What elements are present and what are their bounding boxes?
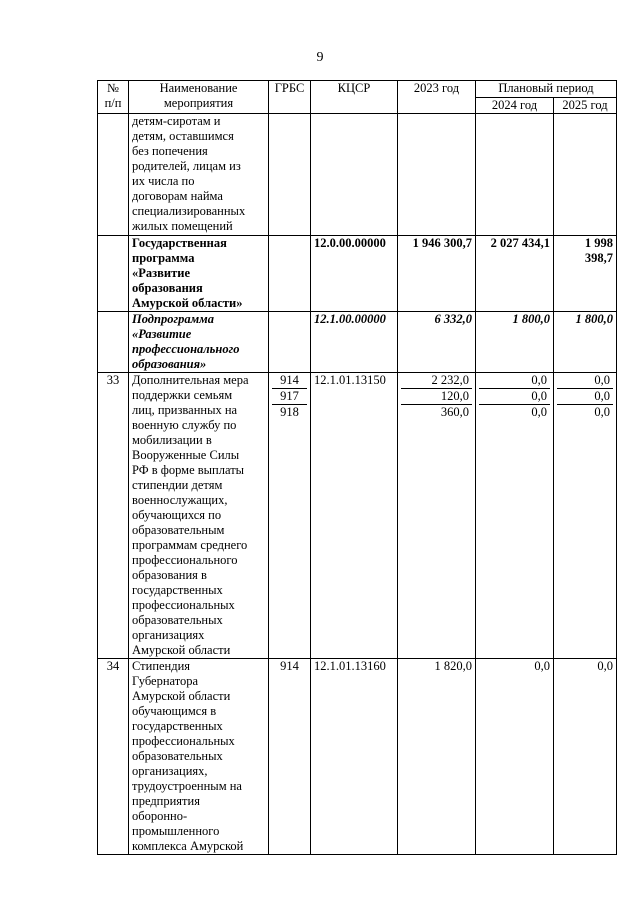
budget-table	[97, 80, 617, 855]
gov-program-2024: 2 027 434,1	[476, 236, 554, 312]
item-34-2025: 0,0	[554, 659, 617, 855]
header-planned-period: Плановый период	[476, 81, 617, 98]
subprogram-2025: 1 800,0	[554, 312, 617, 373]
gov-program-kcsr: 12.0.00.00000	[311, 236, 398, 312]
item-33-2025: 0,0 0,0 0,0	[554, 373, 617, 659]
header-grbs: ГРБС	[269, 81, 311, 114]
item-33-name: Дополнительная мера поддержки семьям лиц, призванных на военную службу по мобилизации в Вооруженные Силы РФ в форме выплаты стипендии детям военнослужащих, обучающихся по образовательным программам среднего профессионального образования в государственных профессиональных образовательных организациях Амурской области	[129, 373, 269, 659]
table-row-subprogram	[98, 312, 617, 373]
header-row	[98, 81, 617, 98]
header-name: Наименование мероприятия	[129, 81, 269, 114]
subprogram-name: Подпрограмма «Развитие профессионального образования»	[129, 312, 269, 373]
item-34-grbs: 914	[269, 659, 311, 855]
item-34-2023: 1 820,0	[398, 659, 476, 855]
table-row-item-33	[98, 373, 617, 659]
table-row-item-34	[98, 659, 617, 855]
item-33-kcsr: 12.1.01.13150	[311, 373, 398, 659]
item-34-name: Стипендия Губернатора Амурской области обучающимся в государственных профессиональных образовательных организациях, трудоустроенным на предприятия оборонно- промышленного комплекса Амурской	[129, 659, 269, 855]
item-33-2023: 2 232,0 120,0 360,0	[398, 373, 476, 659]
header-2023: 2023 год	[398, 81, 476, 114]
subprogram-2024: 1 800,0	[476, 312, 554, 373]
item-33-2024: 0,0 0,0 0,0	[476, 373, 554, 659]
table-row-gov-program	[98, 236, 617, 312]
gov-program-2025: 1 998 398,7	[554, 236, 617, 312]
item-34-num: 34	[98, 659, 129, 855]
header-num: № п/п	[98, 81, 129, 114]
header-2024: 2024 год	[476, 98, 554, 114]
page-number: 9	[316, 50, 324, 65]
item-33-grbs: 914 917 918	[269, 373, 311, 659]
continuation-name: детям-сиротам и детям, оставшимся без попечения родителей, лицам из их числа по договорам найма специализированных жилых помещений	[129, 114, 269, 236]
subprogram-2023: 6 332,0	[398, 312, 476, 373]
gov-program-name: Государственная программа «Развитие образования Амурской области»	[129, 236, 269, 312]
item-33-num: 33	[98, 373, 129, 659]
header-2025: 2025 год	[554, 98, 617, 114]
header-kcsr: КЦСР	[311, 81, 398, 114]
subprogram-kcsr: 12.1.00.00000	[311, 312, 398, 373]
item-34-kcsr: 12.1.01.13160	[311, 659, 398, 855]
gov-program-2023: 1 946 300,7	[398, 236, 476, 312]
table-row-continuation	[98, 114, 617, 236]
item-34-2024: 0,0	[476, 659, 554, 855]
